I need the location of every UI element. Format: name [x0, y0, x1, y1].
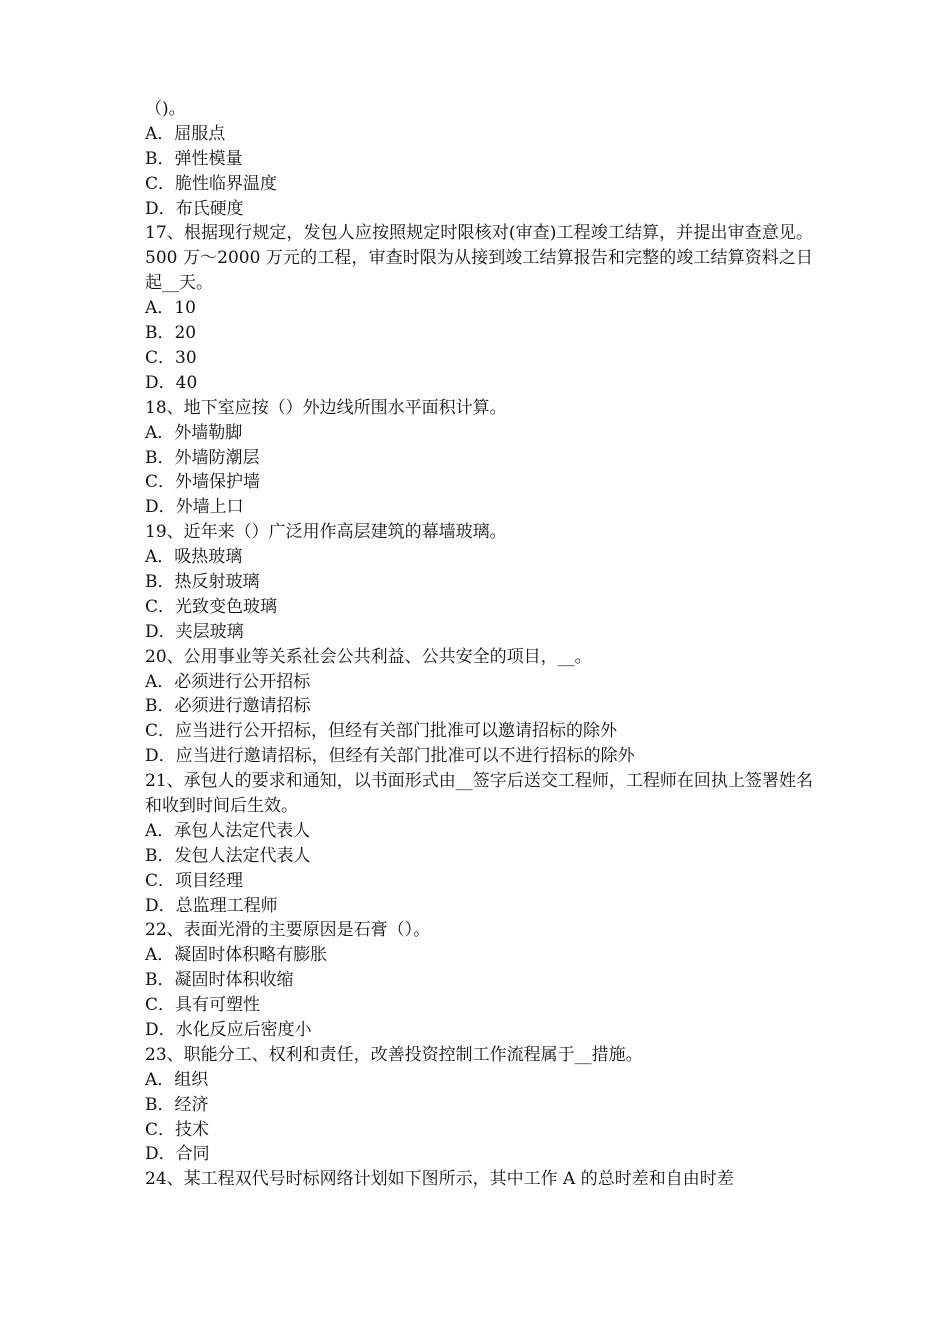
question-21 — [145, 769, 813, 918]
option-c: C．光致变色玻璃 — [145, 596, 278, 617]
option-c: C．具有可塑性 — [145, 995, 261, 1016]
question-19 — [145, 520, 813, 644]
option-b: B．热反射玻璃 — [145, 571, 260, 592]
question-22 — [145, 918, 813, 1042]
question-stem: 21、承包人的要求和通知，以书面形式由__签字后送交工程师，工程师在回执上签署姓名和收到时间后生效。 — [145, 771, 813, 816]
question-23 — [145, 1043, 813, 1167]
question-stem: 18、地下室应按（）外边线所围水平面积计算。 — [145, 397, 507, 418]
option-c: C．项目经理 — [145, 870, 244, 891]
option-d: D．应当进行邀请招标，但经有关部门批准可以不进行招标的除外 — [145, 746, 635, 767]
option-c: C．技术 — [145, 1119, 210, 1140]
option-a: A．吸热玻璃 — [145, 547, 243, 568]
question-list — [145, 97, 813, 1192]
question-stem: （)。 — [145, 99, 186, 119]
option-d: D．40 — [145, 372, 198, 393]
option-b: B．经济 — [145, 1094, 209, 1115]
option-c: C．脆性临界温度 — [145, 173, 278, 194]
option-b: B．外墙防潮层 — [145, 447, 260, 468]
option-b: B．弹性模量 — [145, 148, 243, 169]
option-c: C．应当进行公开招标，但经有关部门批准可以邀请招标的除外 — [145, 721, 618, 742]
option-d: D．总监理工程师 — [145, 895, 278, 916]
option-d: D．夹层玻璃 — [145, 621, 244, 642]
option-a: A．10 — [145, 298, 196, 319]
option-a: A．承包人法定代表人 — [145, 820, 311, 841]
question-18 — [145, 396, 813, 520]
option-d: D．水化反应后密度小 — [145, 1020, 312, 1041]
option-b: B．凝固时体积收缩 — [145, 970, 294, 991]
question-stem: 23、职能分工、权利和责任，改善投资控制工作流程属于__措施。 — [145, 1044, 643, 1065]
question-16-tail — [145, 97, 813, 221]
option-d: D．合同 — [145, 1144, 210, 1165]
option-d: D．外墙上口 — [145, 497, 244, 518]
option-b: B．必须进行邀请招标 — [145, 696, 311, 717]
option-a: A．组织 — [145, 1069, 209, 1090]
option-b: B．20 — [145, 323, 197, 344]
question-stem: 22、表面光滑的主要原因是石膏（）。 — [145, 920, 431, 941]
question-stem: 17、根据现行规定，发包人应按照规定时限核对(审查)工程竣工结算，并提出审查意见。500 万～2000 万元的工程，审查时限为从接到竣工结算报告和完整的竣工结算资料之日起__天。 — [145, 223, 813, 294]
question-stem: 20、公用事业等关系社会公共利益、公共安全的项目，__。 — [145, 646, 592, 667]
option-b: B．发包人法定代表人 — [145, 845, 311, 866]
option-a: A．屈服点 — [145, 123, 226, 144]
question-stem: 19、近年来（）广泛用作高层建筑的幕墙玻璃。 — [145, 522, 507, 543]
question-20 — [145, 645, 813, 769]
option-d: D．布氏硬度 — [145, 198, 244, 219]
question-24 — [145, 1167, 813, 1192]
option-a: A．外墙勒脚 — [145, 422, 243, 443]
option-a: A．必须进行公开招标 — [145, 671, 311, 692]
option-a: A．凝固时体积略有膨胀 — [145, 945, 328, 966]
option-c: C．外墙保护墙 — [145, 472, 261, 493]
question-17 — [145, 221, 813, 395]
question-stem: 24、某工程双代号时标网络计划如下图所示，其中工作 A 的总时差和自由时差 — [145, 1169, 734, 1190]
option-c: C．30 — [145, 347, 197, 368]
